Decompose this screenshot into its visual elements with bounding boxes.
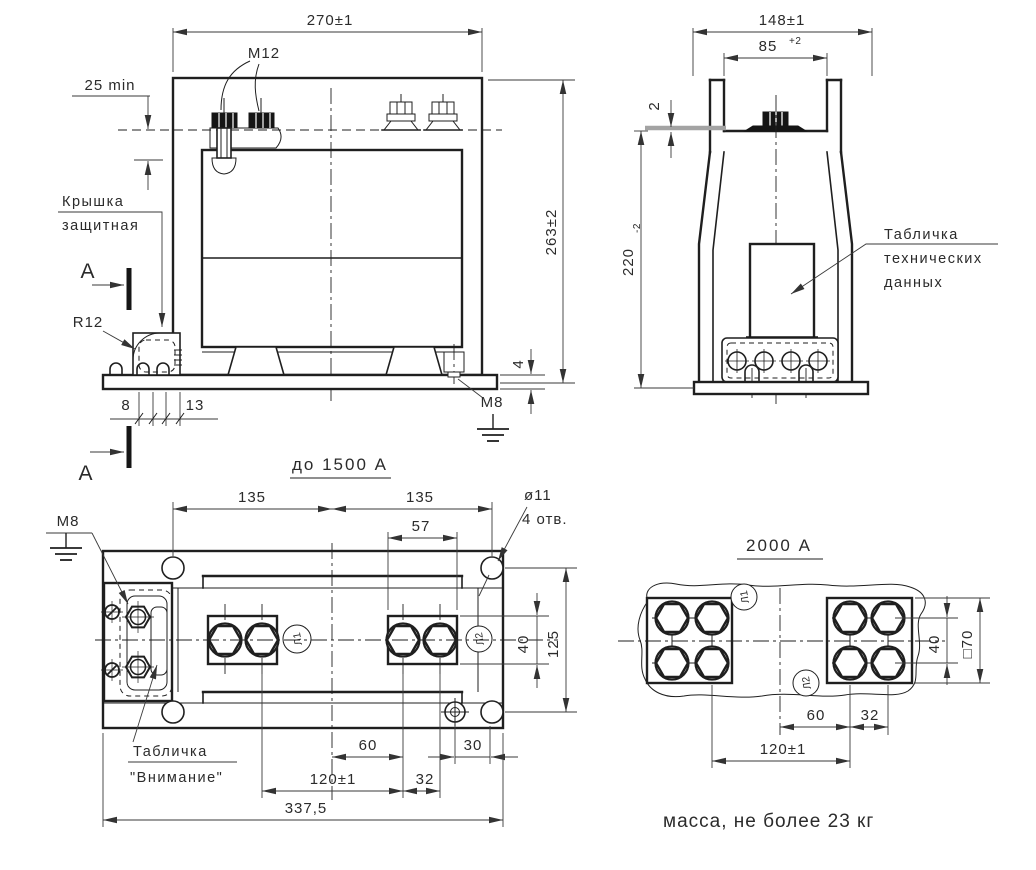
terminal-block bbox=[722, 338, 838, 382]
detail-bolt bbox=[834, 647, 867, 680]
r12-text: R12 bbox=[72, 314, 104, 331]
detail-view bbox=[618, 536, 990, 768]
left-foot bbox=[228, 347, 284, 375]
warning-plate-block bbox=[101, 583, 178, 701]
section-letter-top: А bbox=[80, 260, 96, 283]
dim-120-detail-text: 120±1 bbox=[759, 741, 807, 758]
terminal-l2-text: Л2 bbox=[472, 631, 487, 647]
dim-25min-text: 25 min bbox=[84, 77, 136, 94]
dim-85 bbox=[724, 36, 827, 76]
dim-40-plan-text: 40 bbox=[515, 634, 532, 654]
dim-270 bbox=[173, 12, 482, 72]
right-foot bbox=[386, 347, 442, 375]
detail-designator-l2 bbox=[793, 670, 819, 696]
nameplate-label-1: Табличка bbox=[884, 227, 959, 243]
mounting-hole bbox=[481, 557, 503, 579]
dim-2-text: 2 bbox=[646, 101, 663, 111]
base-plate bbox=[103, 375, 497, 389]
m8-plan-text: M8 bbox=[56, 513, 80, 530]
nameplate-label-2: технических bbox=[884, 251, 983, 267]
dim-148 bbox=[693, 12, 872, 76]
front-view bbox=[58, 12, 575, 485]
right-leg-outer bbox=[841, 152, 852, 382]
dim-4-text: 4 bbox=[510, 359, 527, 369]
terminal-l1-text: Л1 bbox=[290, 631, 305, 647]
section-letter-bottom: А bbox=[78, 462, 94, 485]
protective-cover bbox=[110, 333, 182, 375]
dim-8-13 bbox=[110, 392, 218, 426]
cover-label-line2: защитная bbox=[62, 218, 140, 234]
dim-85-tol-text: +2 bbox=[789, 36, 802, 47]
detail-bolt bbox=[656, 647, 689, 680]
section-marker-bottom bbox=[78, 426, 129, 485]
dim-30-text: 30 bbox=[463, 737, 483, 754]
ground-symbol-front bbox=[477, 414, 509, 441]
nameplate-label-3: данных bbox=[884, 275, 944, 291]
warn-label-2: "Внимание" bbox=[130, 770, 224, 786]
winding-body bbox=[202, 150, 462, 347]
dim-57-text: 57 bbox=[411, 518, 431, 535]
dim-13-text: 13 bbox=[185, 397, 205, 414]
dim-220-tol-text: -2 bbox=[632, 223, 643, 233]
warn-label-1: Табличка bbox=[133, 744, 208, 760]
dim-85-text: 85 bbox=[758, 38, 778, 55]
cover-foot bbox=[110, 363, 122, 375]
mass-note: масса, не более 23 кг bbox=[663, 811, 875, 832]
bolt-shank bbox=[217, 128, 231, 158]
cover-label-line1: Крышка bbox=[62, 194, 125, 210]
mounting-hole bbox=[162, 557, 184, 579]
dim-135-right-text: 135 bbox=[405, 489, 435, 506]
dim-135-left-text: 135 bbox=[237, 489, 267, 506]
dim-8-text: 8 bbox=[121, 397, 131, 414]
plan-view bbox=[46, 455, 577, 827]
dim-60-plan-text: 60 bbox=[358, 737, 378, 754]
plan-title bbox=[290, 455, 391, 478]
side-view bbox=[620, 12, 998, 404]
detail-bolt bbox=[696, 602, 729, 635]
hole-dia-text: ø11 bbox=[524, 487, 552, 504]
dim-32-detail-text: 32 bbox=[860, 707, 880, 724]
hole-count-text: 4 отв. bbox=[522, 511, 568, 528]
m12-text: M12 bbox=[247, 45, 281, 62]
dim-220-text: 220 bbox=[620, 247, 637, 277]
detail-bolt bbox=[656, 602, 689, 635]
left-leg-outer bbox=[699, 152, 710, 382]
detail-l1-text: Л1 bbox=[737, 589, 752, 605]
detail-title bbox=[737, 536, 823, 559]
dim-263 bbox=[488, 80, 575, 383]
dim-4 bbox=[500, 349, 545, 414]
dim-148-text: 148±1 bbox=[758, 12, 806, 29]
nameplate-rect bbox=[750, 244, 814, 338]
dim-60-detail-text: 60 bbox=[806, 707, 826, 724]
detail-title-text: 2000 А bbox=[746, 536, 812, 555]
dim-70-detail-text: □70 bbox=[959, 629, 976, 659]
dim-220 bbox=[620, 131, 694, 388]
dim-120-plan-text: 120±1 bbox=[309, 771, 357, 788]
dim-40-detail-text: 40 bbox=[926, 634, 943, 654]
m8-front-text: M8 bbox=[480, 394, 504, 411]
ground-symbol-plan bbox=[50, 533, 82, 560]
detail-designator-l1 bbox=[731, 584, 757, 610]
dim-32-plan-text: 32 bbox=[415, 771, 435, 788]
mounting-hole bbox=[162, 701, 184, 723]
dim-25min bbox=[72, 77, 163, 190]
terminal-designator-l1 bbox=[283, 625, 311, 653]
label-r12 bbox=[73, 314, 135, 349]
side-base-plate bbox=[694, 382, 868, 394]
label-protective-cover bbox=[58, 194, 162, 327]
plan-title-text: до 1500 А bbox=[292, 455, 388, 474]
section-marker-top bbox=[80, 260, 129, 310]
dim-270-text: 270±1 bbox=[306, 12, 354, 29]
terminal-designator-l2 bbox=[466, 626, 492, 652]
center-bolt bbox=[745, 112, 806, 131]
detail-bolt bbox=[696, 647, 729, 680]
dim-337-text: 337,5 bbox=[284, 800, 328, 817]
label-nameplate bbox=[791, 227, 998, 294]
dim-263-text: 263±2 bbox=[543, 208, 560, 256]
dim-135-pair bbox=[173, 489, 492, 556]
dim-125-text: 125 bbox=[545, 629, 562, 659]
detail-bottom-dims bbox=[712, 685, 888, 768]
detail-bolt bbox=[834, 602, 867, 635]
detail-l2-text: Л2 bbox=[799, 675, 814, 691]
mounting-hole bbox=[481, 701, 503, 723]
